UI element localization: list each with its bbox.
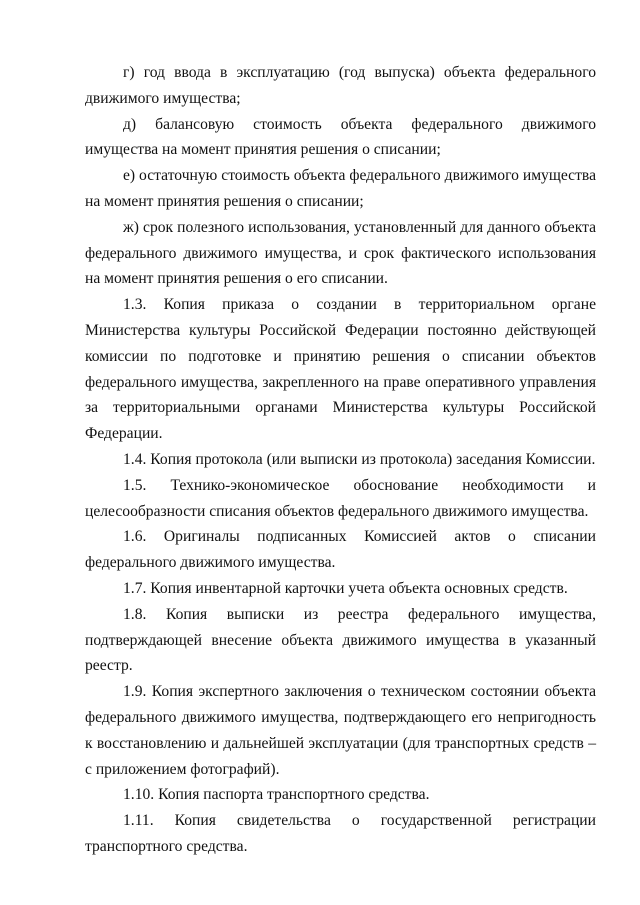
paragraph-zh: ж) срок полезного использования, установленный для данного объекта федерального движимого имущества, и срок фактического использования на момент принятия решения о его списании. bbox=[85, 218, 596, 288]
paragraph-1-6: 1.6. Оригиналы подписанных Комиссией актов о списании федерального движимого имущества. bbox=[85, 528, 596, 572]
paragraph-g: г) год ввода в эксплуатацию (год выпуска) объекта федерального движимого имущества; bbox=[85, 64, 596, 107]
paragraph-1-3: 1.3. Копия приказа о создании в территориальном органе Министерства культуры Российской Федерации постоянно действующей комиссии по подготовке и принятию решения о списании объектов федерального имущества, закрепленного на праве оперативного управления за территориальными органами Министерства культуры Российской Федерации. bbox=[85, 296, 596, 443]
paragraph-1-9: 1.9. Копия экспертного заключения о техническом состоянии объекта федерального движимого имущества, подтверждающего его непригодность к восстановлению и дальнейшей эксплуатации (для транспортных средств – с приложением фотографий). bbox=[85, 683, 596, 778]
paragraph-1-7: 1.7. Копия инвентарной карточки учета объекта основных средств. bbox=[123, 579, 568, 597]
paragraph-d: д) балансовую стоимость объекта федерального движимого имущества на момент принятия решения о списании; bbox=[85, 115, 596, 159]
paragraph-1-5: 1.5. Технико-экономическое обоснование необходимости и целесообразности списания объектов федерального движимого имущества. bbox=[85, 476, 596, 520]
paragraph-1-4: 1.4. Копия протокола (или выписки из протокола) заседания Комиссии. bbox=[123, 450, 596, 468]
paragraph-1-10: 1.10. Копия паспорта транспортного средства. bbox=[123, 786, 430, 804]
document-page bbox=[85, 60, 596, 860]
paragraph-1-8: 1.8. Копия выписки из реестра федерального имущества, подтверждающей внесение объекта движимого имущества в указанный реестр. bbox=[85, 605, 596, 675]
paragraph-1-11: 1.11. Копия свидетельства о государственной регистрации транспортного средства. bbox=[85, 812, 596, 855]
paragraph-e: е) остаточную стоимость объекта федерального движимого имущества на момент принятия решения о списании; bbox=[85, 167, 596, 210]
